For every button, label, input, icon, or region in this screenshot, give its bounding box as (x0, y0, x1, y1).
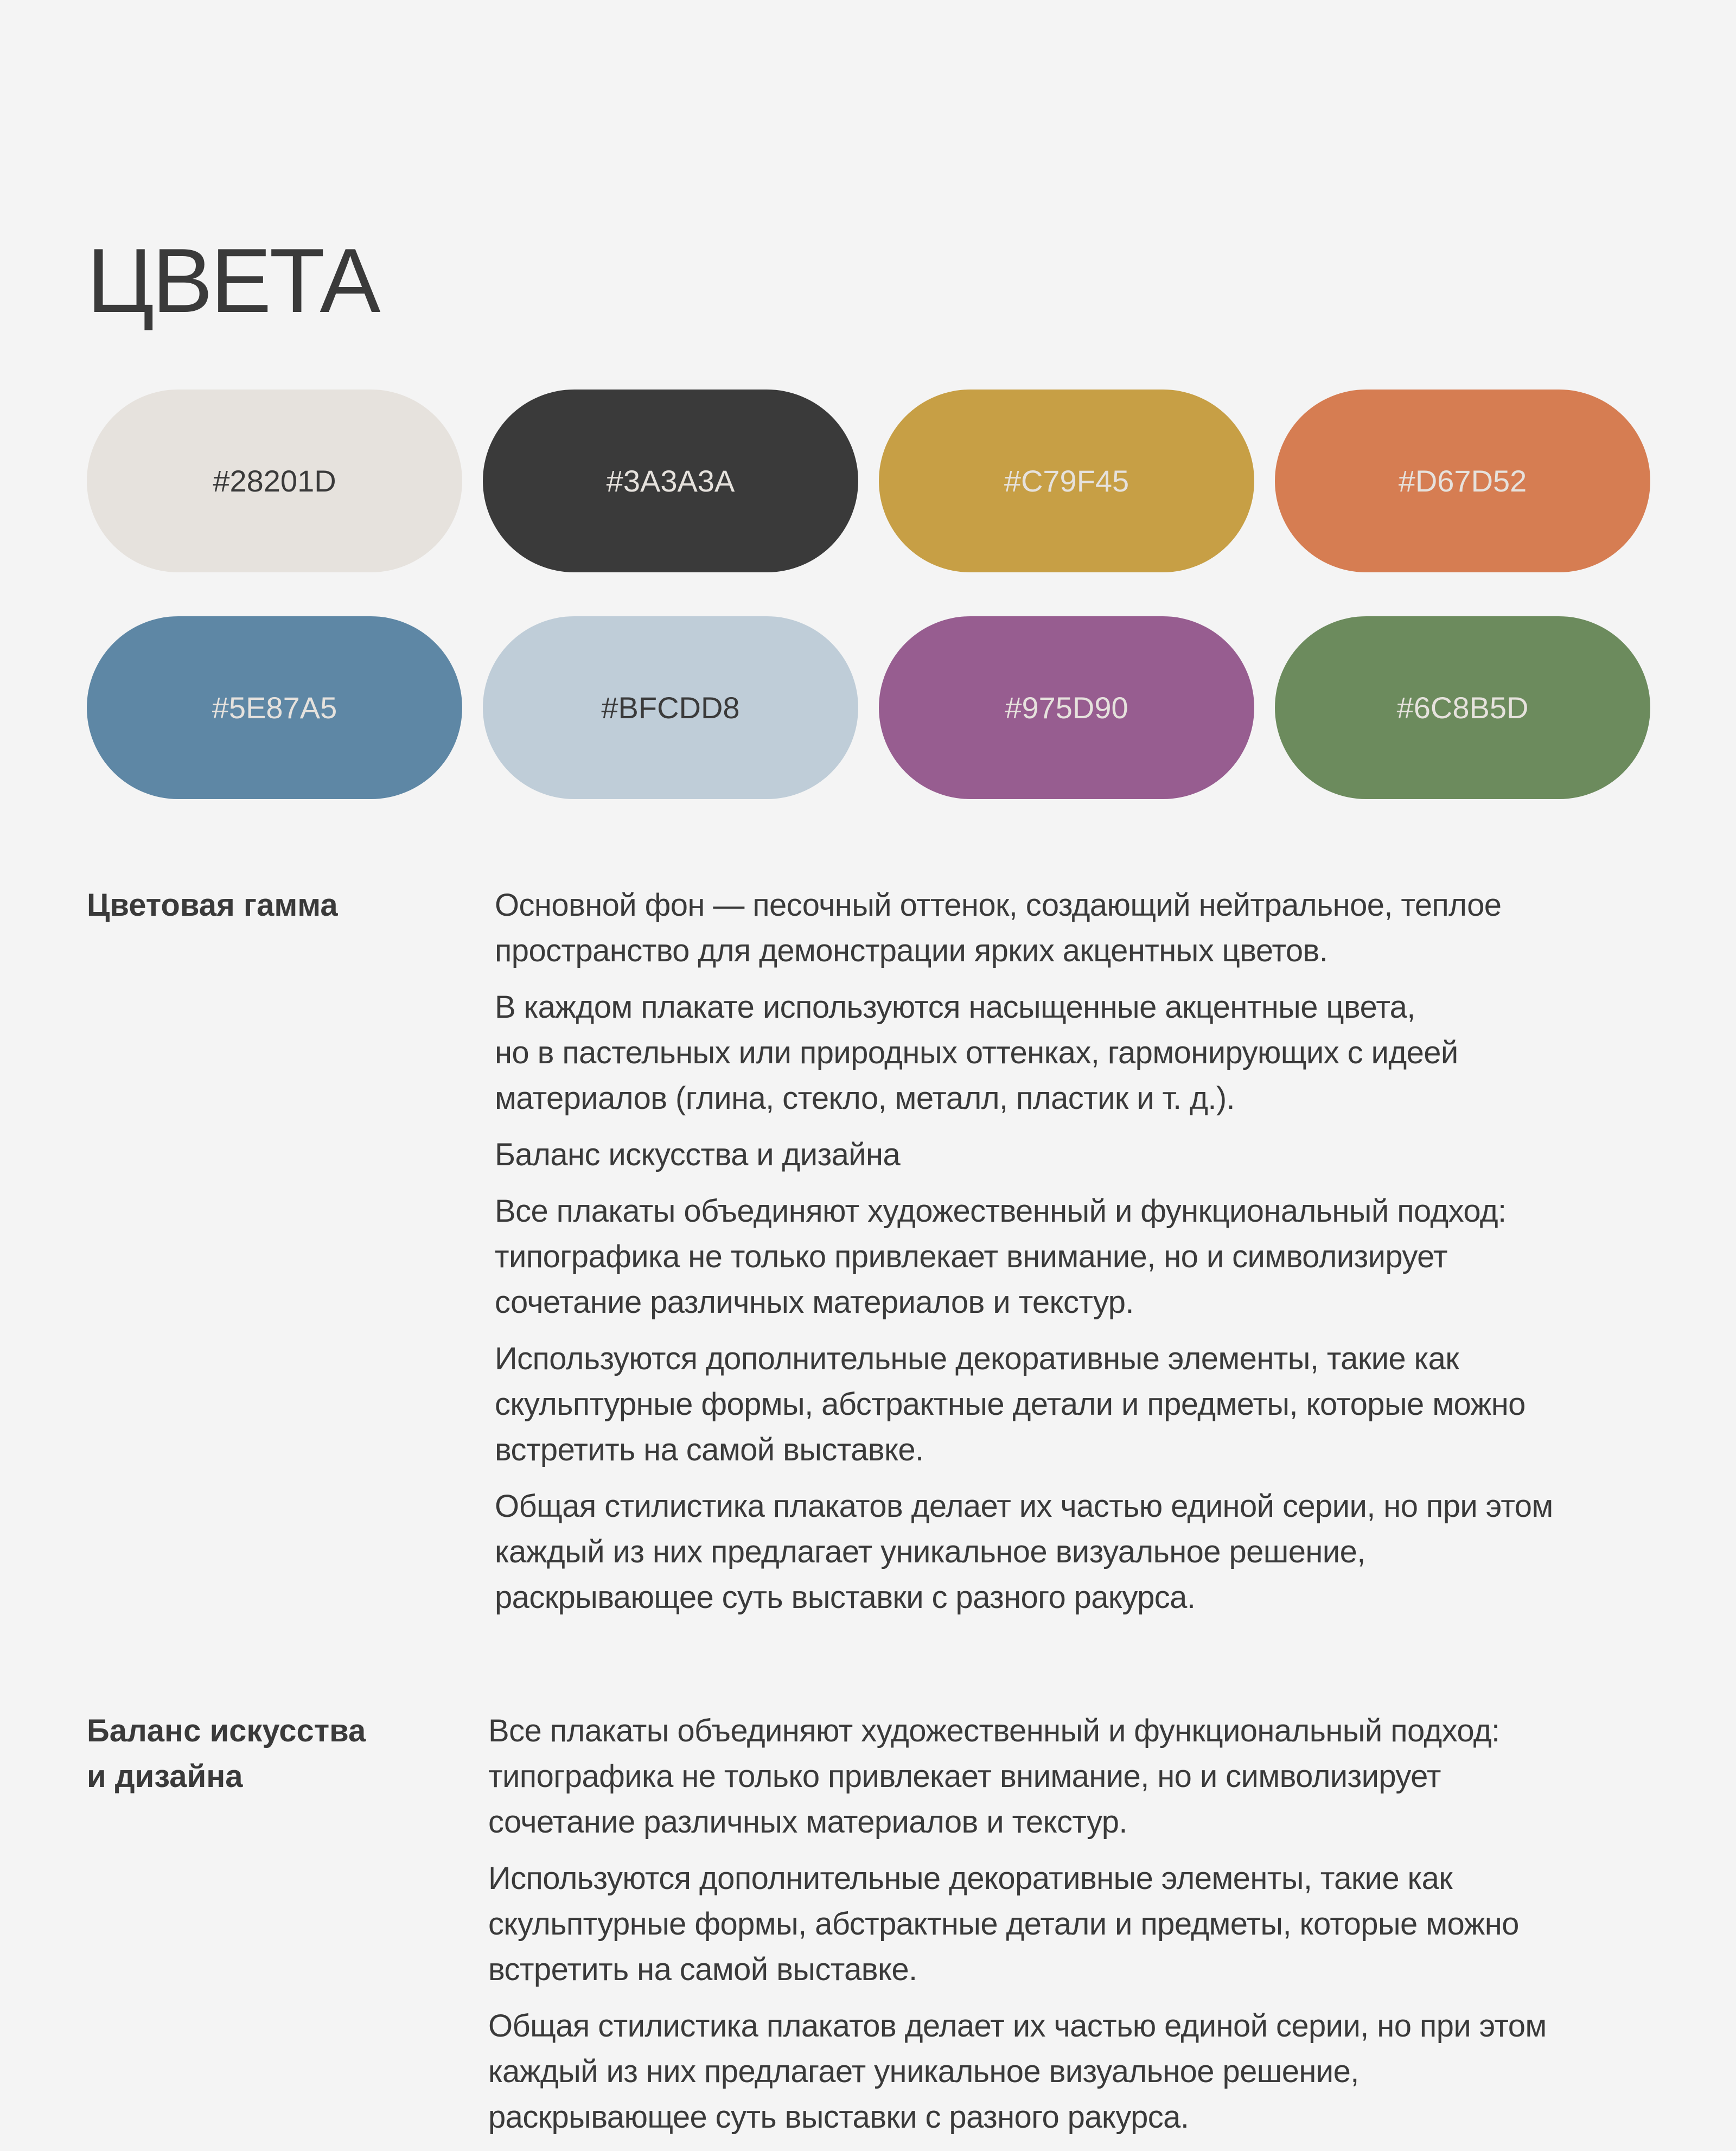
color-swatch (483, 390, 858, 572)
paragraph-line: встретить на самой выставке. (488, 1952, 917, 1987)
paragraph (488, 1856, 1655, 1993)
paragraph-line: каждый из них предлагает уникальное визуальное решение, (488, 2054, 1359, 2089)
color-swatch (483, 616, 858, 799)
paragraph-line: Баланс искусства и дизайна (495, 1137, 901, 1172)
color-swatch (879, 616, 1254, 799)
paragraph-line: раскрывающее суть выставки с разного ракурса. (495, 1580, 1196, 1615)
color-swatch (879, 390, 1254, 572)
swatch-hex-label: #975D90 (1005, 691, 1128, 725)
paragraph (495, 883, 1661, 974)
paragraph (495, 1484, 1661, 1620)
color-swatch (1275, 616, 1650, 799)
paragraph-line: скульптурные формы, абстрактные детали и предметы, которые можно (488, 1906, 1519, 1942)
swatch-hex-label: #C79F45 (1004, 464, 1129, 498)
paragraph (488, 1708, 1655, 1845)
paragraph-line: пространство для демонстрации ярких акцентных цветов. (495, 933, 1328, 968)
paragraph-line: Используются дополнительные декоративные элементы, такие как (495, 1341, 1459, 1376)
paragraph (495, 1189, 1661, 1325)
paragraph-line: В каждом плакате используются насыщенные акцентные цвета, (495, 990, 1415, 1025)
section-label-line: Баланс искусства (87, 1713, 366, 1748)
paragraph-line: Общая стилистика плакатов делает их частью единой серии, но при этом (488, 2008, 1547, 2044)
swatch-hex-label: #28201D (213, 464, 336, 498)
paragraph (488, 2003, 1655, 2140)
swatch-hex-label: #6C8B5D (1396, 691, 1529, 725)
section-body (495, 883, 1661, 1631)
paragraph (495, 985, 1661, 1121)
section-label-line: и дизайна (87, 1759, 243, 1794)
color-swatch (87, 390, 462, 572)
paragraph-line: сочетание различных материалов и текстур. (488, 1804, 1127, 1840)
paragraph-line: типографика не только привлекает внимание, но и символизирует (488, 1759, 1441, 1794)
swatch-hex-label: #D67D52 (1398, 464, 1527, 498)
paragraph-line: сочетание различных материалов и текстур. (495, 1285, 1134, 1320)
paragraph-line: но в пастельных или природных оттенках, гармонирующих с идеей (495, 1035, 1458, 1070)
paragraph-line: Используются дополнительные декоративные элементы, такие как (488, 1861, 1453, 1896)
paragraph-line: материалов (глина, стекло, металл, пластик и т. д.). (495, 1081, 1235, 1116)
paragraph-line: Общая стилистика плакатов делает их частью единой серии, но при этом (495, 1489, 1553, 1524)
paragraph-line: Все плакаты объединяют художественный и функциональный подход: (495, 1193, 1507, 1229)
color-swatch (87, 616, 462, 799)
swatch-hex-label: #BFCDD8 (601, 691, 740, 725)
paragraph-line: раскрывающее суть выставки с разного ракурса. (488, 2099, 1189, 2135)
paragraph (495, 1336, 1661, 1473)
paragraph-line: Все плакаты объединяют художественный и функциональный подход: (488, 1713, 1500, 1748)
section-label-line: Цветовая гамма (87, 888, 338, 923)
section-label (87, 883, 434, 928)
paragraph-line: типографика не только привлекает внимание, но и символизирует (495, 1239, 1447, 1274)
paragraph-line: скульптурные формы, абстрактные детали и предметы, которые можно (495, 1387, 1526, 1422)
paragraph-line: каждый из них предлагает уникальное визуальное решение, (495, 1534, 1365, 1569)
page-title: ЦВЕТА (87, 229, 379, 331)
paragraph (495, 1132, 1661, 1178)
section-label (87, 1708, 434, 1799)
paragraph-line: встретить на самой выставке. (495, 1432, 924, 1467)
paragraph-line: Основной фон — песочный оттенок, создающий нейтральное, теплое (495, 888, 1502, 923)
color-swatch-grid (87, 390, 1651, 799)
section-body (488, 1708, 1655, 2151)
color-swatch (1275, 390, 1650, 572)
swatch-hex-label: #3A3A3A (606, 464, 735, 498)
swatch-hex-label: #5E87A5 (212, 691, 337, 725)
